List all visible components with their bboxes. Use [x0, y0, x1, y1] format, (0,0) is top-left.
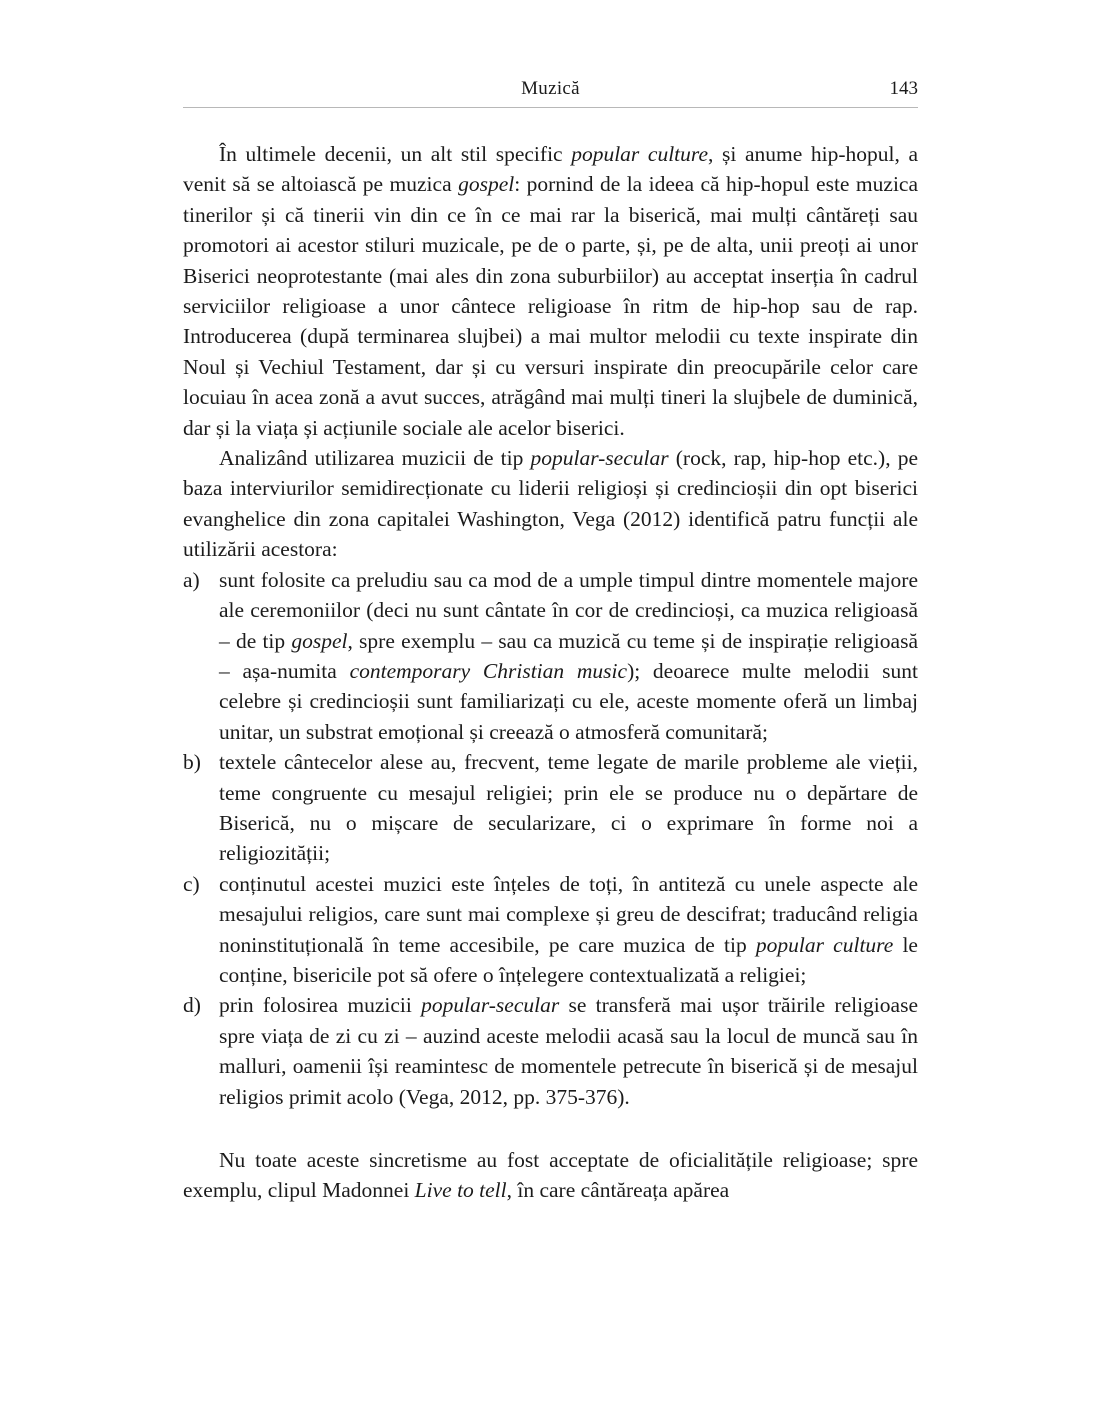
page-header	[183, 78, 918, 108]
list-item-b	[183, 747, 918, 869]
list-item-b-text: textele cântecelor alese au, frecvent, teme legate de marile probleme ale vieții, teme congruente cu mesajul religiei; prin ele se produce nu o depărtare de Biserică, nu o mișcare de secularizare, ci o exprimare în forme noi a religiozității;	[219, 750, 918, 866]
list-item-d	[183, 990, 918, 1112]
list-marker-a: a)	[183, 567, 200, 592]
list-item-c-text: conținutul acestei muzici este înțeles de toți, în antiteză cu unele aspecte ale mesajului religios, care sunt mai complexe și greu de descifrat; traducând religia noninstituțională în teme accesibile, pe care muzica de tip popular culture le conține, bisericile pot să ofere o înțelegere contextualizată a religiei;	[219, 871, 918, 987]
list-marker-c: c)	[183, 871, 200, 896]
list-marker-d: d)	[183, 993, 201, 1018]
page-body	[183, 139, 918, 1206]
closing-paragraph: Nu toate aceste sincretisme au fost acceptate de oficialitățile religioase; spre exemplu, clipul Madonnei Live to tell, în care cântăreața apărea	[183, 1148, 918, 1203]
page-number: 143	[889, 78, 918, 99]
intro-paragraph-2: Analizând utilizarea muzicii de tip popular-secular (rock, rap, hip-hop etc.), pe baza interviurilor semidirecționate cu liderii religioși și credincioșii din opt biserici evanghelice din zona capitalei Washington, Vega (2012) identifică patru funcții ale utilizării acestora:	[183, 446, 918, 562]
running-head-title: Muzică	[521, 78, 580, 99]
list-marker-b: b)	[183, 750, 201, 775]
list-item-a	[183, 565, 918, 747]
list-item-c	[183, 869, 918, 991]
functions-list	[183, 565, 918, 1112]
list-item-d-text: prin folosirea muzicii popular-secular se transferă mai ușor trăirile religioase spre viața de zi cu zi – auzind aceste melodii acasă sau la locul de muncă sau în malluri, oamenii își reamintesc de momentele petrecute în biserică și de mesajul religios primit acolo (Vega, 2012, pp. 375-376).	[219, 993, 918, 1109]
list-item-a-text: sunt folosite ca preludiu sau ca mod de a umple timpul dintre momentele majore ale ceremoniilor (deci nu sunt cântate în cor de credincioși, ca muzica religioasă – de tip gospel, spre exemplu – sau ca muzică cu teme și de inspirație religioasă – așa-numita contemporary Christian music); deoarece multe melodii sunt celebre și credincioșii sunt familiarizați cu ele, aceste momente oferă un limbaj unitar, un substrat emoțional și creează o atmosferă comunitară;	[219, 567, 919, 744]
intro-paragraph-1: În ultimele decenii, un alt stil specific popular culture, și anume hip-hopul, a venit să se altoiască pe muzica gospel: pornind de la ideea că hip-hopul este muzica tinerilor și că tinerii vin din ce în ce mai rar la biserică, mai mulți cântăreți sau promotori ai acestor stiluri muzicale, pe de o parte, și, pe de alta, unii preoți ai unor Biserici neoprotestante (mai ales din zona suburbiilor) au acceptat inserția în cadrul serviciilor religioase a unor cântece religioase în ritm de hip-hop sau de rap. Introducerea (după terminarea slujbei) a mai multor melodii cu texte inspirate din Noul și Vechiul Testament, dar și cu versuri inspirate din preocupările celor care locuiau în acea zonă a avut succes, atrăgând mai mulți tineri la slujbele de duminică, dar și la viața și acțiunile sociale ale acelor biserici.	[183, 142, 918, 440]
